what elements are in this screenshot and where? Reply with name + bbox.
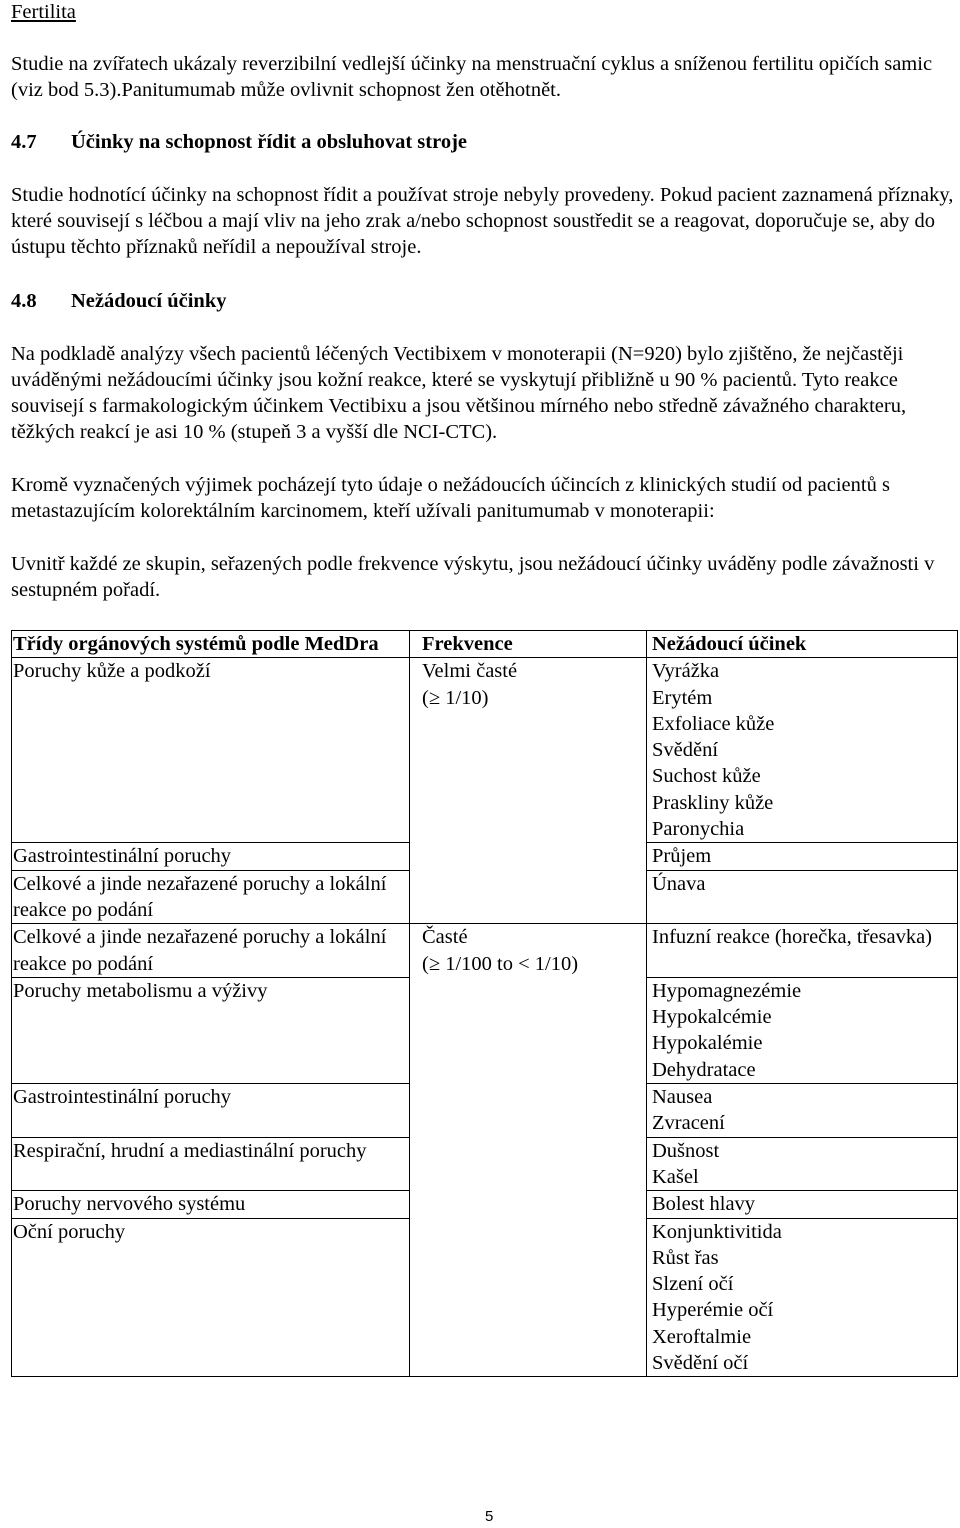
soc-cell: Gastrointestinální poruchy — [12, 843, 410, 870]
effect-item: Růst řas — [652, 1246, 719, 1269]
effect-cell — [647, 977, 958, 1083]
effect-item: Konjunktivitida — [652, 1220, 782, 1243]
frequency-cell — [410, 924, 647, 1377]
table-header-row — [12, 631, 958, 658]
fertility-heading: Fertilita — [11, 1, 76, 23]
effect-item: Hyperémie očí — [652, 1299, 774, 1322]
page-number: 5 — [485, 1508, 494, 1525]
effect-item: Nausea — [652, 1086, 713, 1109]
effect-cell — [647, 1191, 958, 1218]
effect-cell — [647, 1137, 958, 1191]
effect-item: Hypomagnezémie — [652, 979, 802, 1002]
effect-item: Kašel — [652, 1165, 699, 1188]
soc-cell: Celkové a jinde nezařazené poruchy a lokální reakce po podání — [12, 870, 410, 924]
adverse-effects-table — [11, 630, 958, 1377]
section-4-7-heading — [11, 129, 467, 155]
soc-cell: Celkové a jinde nezařazené poruchy a lokální reakce po podání — [12, 924, 410, 978]
effect-item: Bolest hlavy — [652, 1193, 756, 1216]
effect-item: Dušnost — [652, 1139, 720, 1162]
effect-item: Paronychia — [652, 818, 745, 841]
frequency-line: Časté — [422, 926, 468, 949]
frequency-line: Velmi časté — [422, 660, 518, 683]
frequency-line: (≥ 1/100 to < 1/10) — [422, 952, 579, 975]
effect-item: Suchost kůže — [652, 765, 761, 788]
header-effect: Nežádoucí účinek — [647, 631, 958, 658]
section-4-8-paragraph-1: Na podkladě analýzy všech pacientů léčených Vectibixem v monoterapii (N=920) bylo zjištěno, že nejčastěji uváděnými nežádoucími účinky jsou kožní reakce, které se vyskytují přibližně u 90 % pacientů. Tyto reakce souvisejí s farmakologickým účinkem Vectibixu a jsou většinou mírného nebo středně závažného charakteru, těžkých reakcí je asi 10 % (stupeň 3 a vyšší dle NCI-CTC). — [11, 343, 907, 443]
effect-item: Svědění — [652, 739, 719, 762]
effect-cell — [647, 1218, 958, 1377]
soc-cell: Gastrointestinální poruchy — [12, 1084, 410, 1138]
effect-cell — [647, 843, 958, 870]
fertility-paragraph: Studie na zvířatech ukázaly reverzibilní vedlejší účinky na menstruační cyklus a sníženou fertilitu opičích samic (viz bod 5.3).Panitumumab může ovlivnit schopnost žen otěhotnět. — [11, 53, 933, 101]
effect-item: Svědění očí — [652, 1352, 749, 1375]
soc-cell: Respirační, hrudní a mediastinální poruchy — [12, 1137, 410, 1191]
effect-item: Hypokalcémie — [652, 1006, 772, 1029]
soc-cell: Poruchy metabolismu a výživy — [12, 977, 410, 1083]
table-row — [12, 924, 958, 978]
effect-item: Zvracení — [652, 1112, 725, 1135]
header-soc: Třídy orgánových systémů podle MedDra — [12, 631, 410, 658]
effect-cell — [647, 870, 958, 924]
soc-cell: Oční poruchy — [12, 1218, 410, 1377]
effect-item: Dehydratace — [652, 1058, 756, 1081]
table-row — [12, 658, 958, 843]
effect-item: Únava — [652, 872, 706, 895]
header-frequency: Frekvence — [410, 631, 647, 658]
effect-item: Xeroftalmie — [652, 1325, 752, 1348]
section-number: 4.7 — [11, 131, 37, 153]
section-4-8-paragraph-3: Uvnitř každé ze skupin, seřazených podle frekvence výskytu, jsou nežádoucí účinky uváděny podle závažnosti v sestupném pořadí. — [11, 553, 935, 601]
section-title: Účinky na schopnost řídit a obsluhovat stroje — [71, 131, 468, 153]
effect-item: Slzení očí — [652, 1273, 734, 1296]
section-number: 4.8 — [11, 290, 37, 312]
section-4-8-heading — [11, 288, 226, 314]
section-4-7-paragraph: Studie hodnotící účinky na schopnost řídit a používat stroje nebyly provedeny. Pokud pacient zaznamená příznaky, které souvisejí s léčbou a mají vliv na jeho zrak a/nebo schopnost soustředit se a reagovat, doporučuje se, aby do ústupu těchto příznaků neřídil a nepoužíval stroje. — [11, 184, 954, 258]
section-title: Nežádoucí účinky — [71, 290, 227, 312]
effect-cell — [647, 924, 958, 978]
effect-item: Infuzní reakce (horečka, třesavka) — [652, 926, 932, 949]
soc-cell: Poruchy kůže a podkoží — [12, 658, 410, 843]
soc-cell: Poruchy nervového systému — [12, 1191, 410, 1218]
frequency-cell — [410, 658, 647, 924]
effect-cell — [647, 658, 958, 843]
effect-item: Průjem — [652, 845, 712, 868]
effect-item: Hypokalémie — [652, 1032, 763, 1055]
frequency-line: (≥ 1/10) — [422, 686, 489, 709]
effect-cell — [647, 1084, 958, 1138]
effect-item: Vyrážka — [652, 660, 720, 683]
effect-item: Erytém — [652, 686, 713, 709]
section-4-8-paragraph-2: Kromě vyznačených výjimek pocházejí tyto údaje o nežádoucích účincích z klinických studií od pacientů s metastazujícím kolorektálním karcinomem, kteří užívali panitumumab v monoterapii: — [11, 474, 890, 522]
effect-item: Praskliny kůže — [652, 791, 774, 814]
effect-item: Exfoliace kůže — [652, 712, 775, 735]
